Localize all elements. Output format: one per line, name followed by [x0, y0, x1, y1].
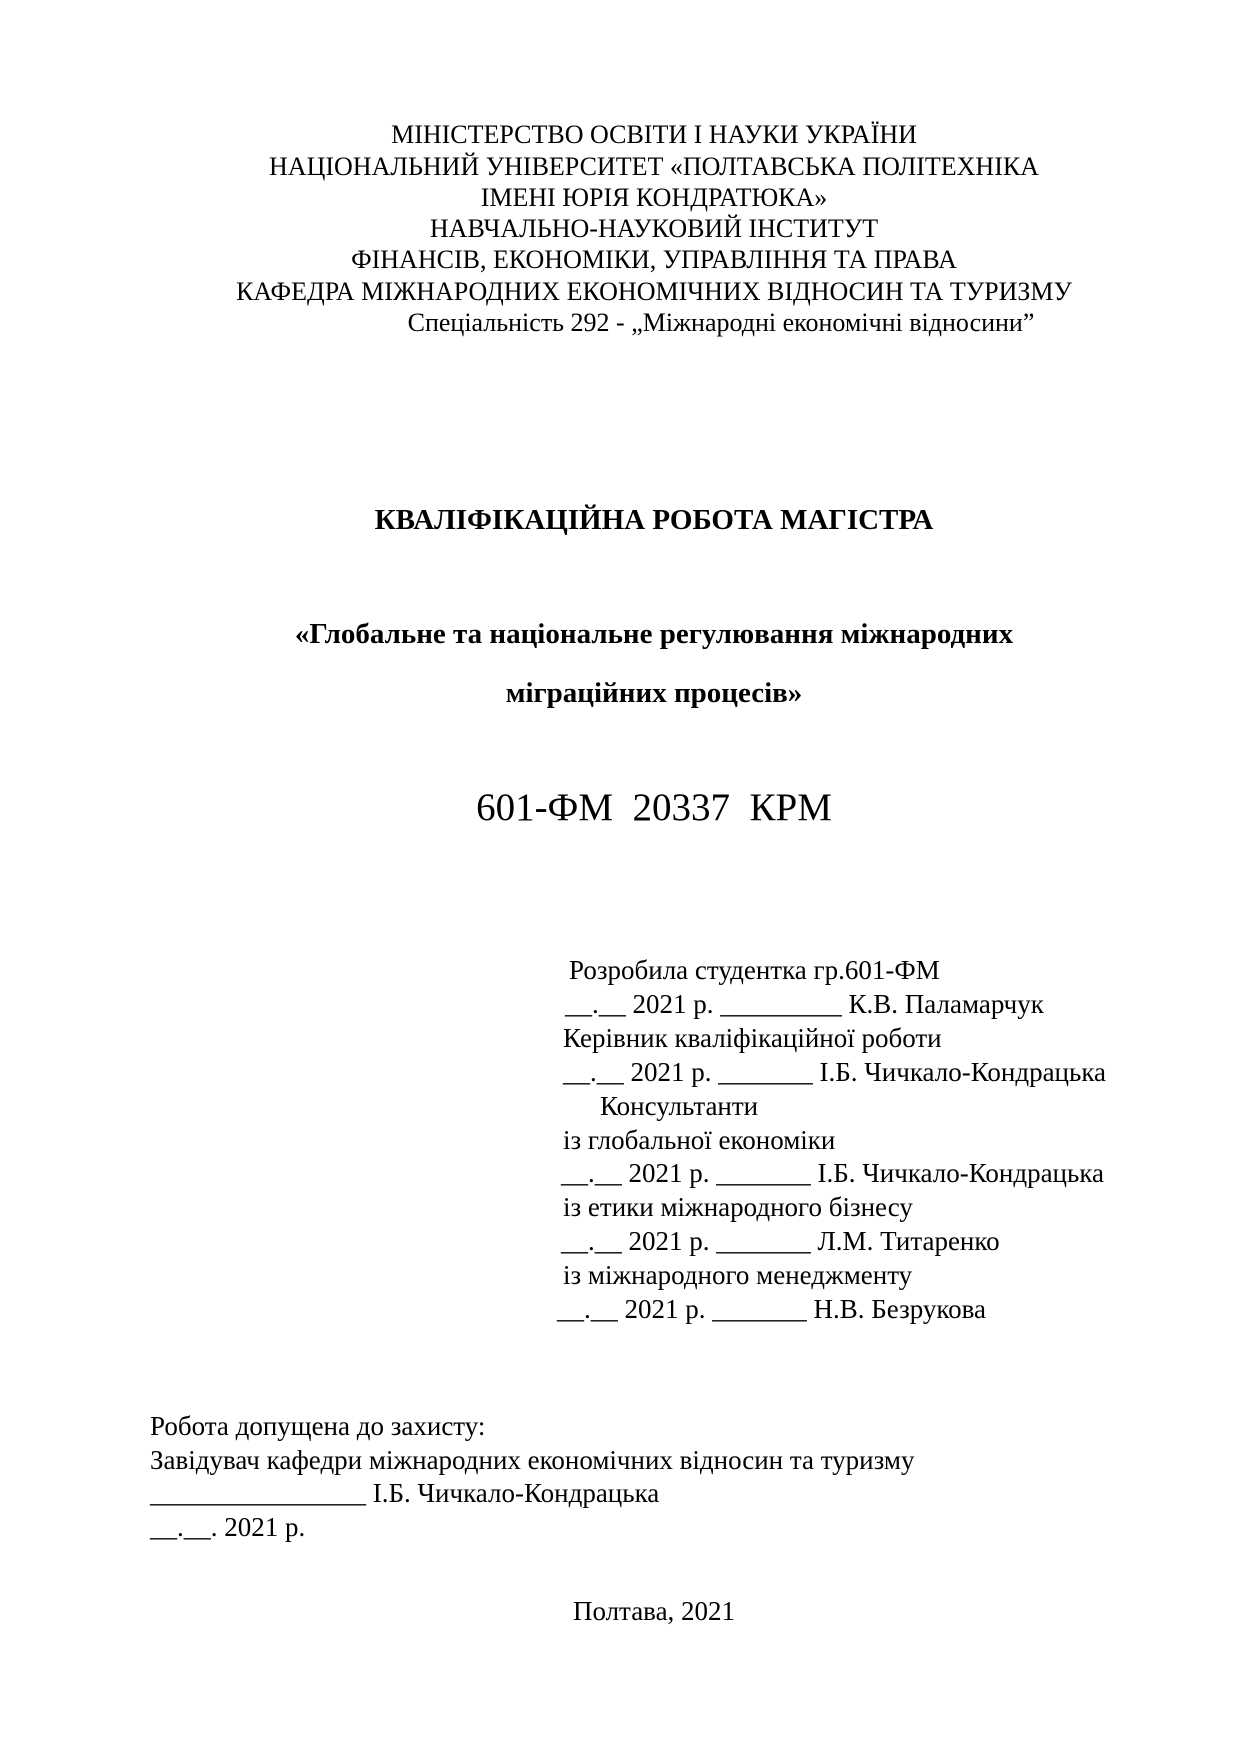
student-label: Розробила студентка гр.601-ФМ: [569, 955, 940, 985]
consultant-global-economy-signature: __.__ 2021 р. _______ І.Б. Чичкало-Кондрацька: [561, 1158, 1105, 1188]
document-code: 601-ФМ 20337 КРМ: [476, 786, 832, 829]
consultant-ethics-label: із етики міжнародного бізнесу: [563, 1192, 913, 1222]
university-line: НАЦІОНАЛЬНИЙ УНІВЕРСИТЕТ «ПОЛТАВСЬКА ПОЛІТЕХНІКА: [269, 152, 1039, 181]
consultant-ethics-signature: __.__ 2021 р. _______ Л.М. Титаренко: [561, 1226, 1000, 1256]
supervisor-label: Керівник кваліфікаційної роботи: [563, 1023, 942, 1053]
department-line: КАФЕДРА МІЖНАРОДНИХ ЕКОНОМІЧНИХ ВІДНОСИН ТА ТУРИЗМУ: [236, 277, 1072, 306]
head-of-department-signature: ________________ І.Б. Чичкало-Кондрацька: [150, 1478, 660, 1508]
document-title: КВАЛІФІКАЦІЙНА РОБОТА МАГІСТРА: [374, 504, 934, 536]
topic-line-2: міграційних процесів»: [505, 677, 803, 709]
student-signature: __.__ 2021 р. _________ К.В. Паламарчук: [565, 989, 1044, 1019]
supervisor-signature: __.__ 2021 р. _______ І.Б. Чичкало-Кондрацька: [563, 1057, 1107, 1087]
consultants-label: Консультанти: [600, 1091, 759, 1121]
admission-date: __.__. 2021 р.: [150, 1512, 306, 1542]
place-and-year: Полтава, 2021: [572, 1596, 736, 1626]
head-of-department-label: Завідувач кафедри міжнародних економічних відносин та туризму: [150, 1445, 915, 1475]
university-name-line: ІМЕНІ ЮРІЯ КОНДРАТЮКА»: [480, 183, 828, 212]
consultant-global-economy-label: із глобальної економіки: [563, 1125, 836, 1155]
topic-line-1: «Глобальне та національне регулювання міжнародних: [294, 618, 1014, 650]
consultant-management-label: із міжнародного менеджменту: [563, 1260, 913, 1290]
institute-name-line: ФІНАНСІВ, ЕКОНОМІКИ, УПРАВЛІННЯ ТА ПРАВА: [351, 245, 957, 274]
consultant-management-signature: __.__ 2021 р. _______ Н.В. Безрукова: [557, 1294, 987, 1324]
ministry-line: МІНІСТЕРСТВО ОСВІТИ І НАУКИ УКРАЇНИ: [391, 120, 917, 149]
institute-line: НАВЧАЛЬНО-НАУКОВИЙ ІНСТИТУТ: [429, 214, 879, 243]
admission-label: Робота допущена до захисту:: [150, 1411, 486, 1441]
specialty-line: Спеціальність 292 - „Міжнародні економічні відносини”: [407, 308, 1035, 337]
